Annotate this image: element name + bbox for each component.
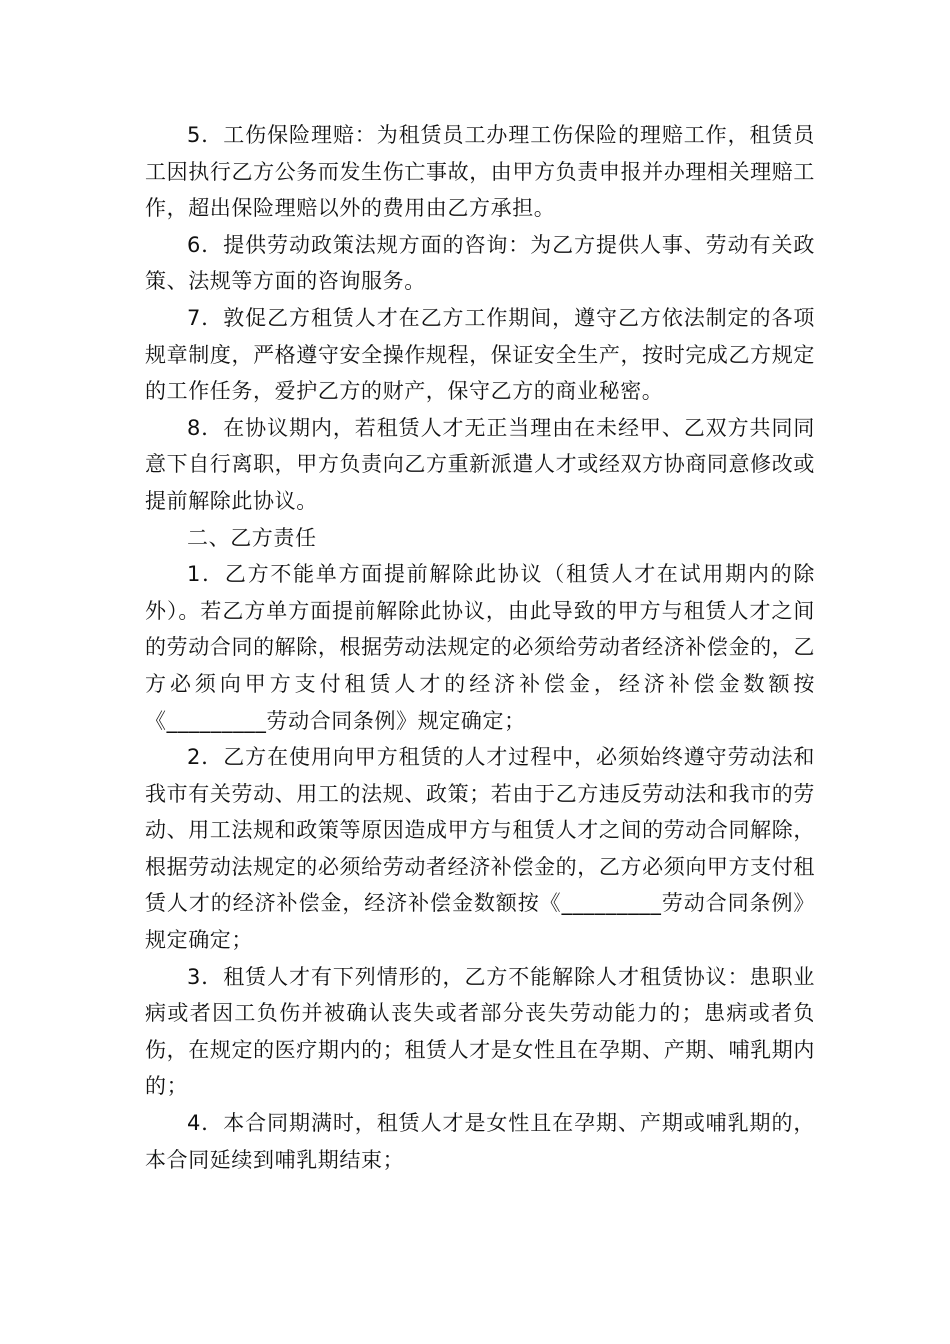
paragraph-b-item-3: 3．租赁人才有下列情形的，乙方不能解除人才租赁协议：患职业病或者因工负伤并被确认丧失或者部分丧失劳动能力的；患病或者负伤，在规定的医疗期内的；租赁人才是女性且在孕期、产期、哺乳期内的； <box>145 964 815 1099</box>
paragraph-b-item-4: 4．本合同期满时，租赁人才是女性且在孕期、产期或哺乳期的，本合同延续到哺乳期结束； <box>145 1111 815 1172</box>
paragraph-item-6: 6．提供劳动政策法规方面的咨询：为乙方提供人事、劳动有关政策、法规等方面的咨询服务。 <box>145 232 815 294</box>
paragraph-b-item-1: 1．乙方不能单方面提前解除此协议（租赁人才在试用期内的除外）。若乙方单方面提前解除此协议，由此导致的甲方与租赁人才之间的劳动合同的解除，根据劳动法规定的必须给劳动者经济补偿金的，乙方必须向甲方支付租赁人才的经济补偿金，经济补偿金数额按《_________劳动合同条例》规定确定； <box>145 562 815 733</box>
document-body <box>145 117 815 1178</box>
paragraph-item-7: 7．敦促乙方租赁人才在乙方工作期间，遵守乙方依法制定的各项规章制度，严格遵守安全操作规程，保证安全生产，按时完成乙方规定的工作任务，爱护乙方的财产，保守乙方的商业秘密。 <box>145 305 815 404</box>
paragraph-item-8: 8．在协议期内，若租赁人才无正当理由在未经甲、乙双方共同同意下自行离职，甲方负责向乙方重新派遣人才或经双方协商同意修改或提前解除此协议。 <box>145 415 815 513</box>
paragraph-item-5: 5．工伤保险理赔：为租赁员工办理工伤保险的理赔工作，租赁员工因执行乙方公务而发生伤亡事故，由甲方负责申报并办理相关理赔工作，超出保险理赔以外的费用由乙方承担。 <box>145 123 815 221</box>
paragraph-b-item-2: 2．乙方在使用向甲方租赁的人才过程中，必须始终遵守劳动法和我市有关劳动、用工的法规、政策；若由于乙方违反劳动法和我市的劳动、用工法规和政策等原因造成甲方与租赁人才之间的劳动合同解除，根据劳动法规定的必须给劳动者经济补偿金的，乙方必须向甲方支付租赁人才的经济补偿金，经济补偿金数额按《_________劳动合同条例》规定确定； <box>145 745 815 953</box>
section-heading-party-b: 二、乙方责任 <box>187 525 317 550</box>
